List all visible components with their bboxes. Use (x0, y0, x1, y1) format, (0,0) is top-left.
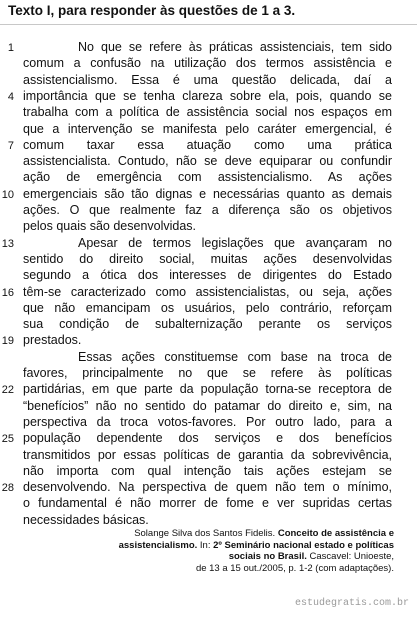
line-number: 22 (1, 384, 14, 397)
source-title: Conceito de assistência e assistencialismo. (118, 528, 394, 551)
text-line: população dependente dos serviços e dos benefícios (23, 431, 392, 446)
text-line: assistencialismo. Essa é uma questão delicada, daí a (23, 72, 392, 87)
text-line: comum taxar essa atuação como uma prática (23, 137, 392, 152)
text-line: que não emancipam os usuários, pelo contrário, reforçam (23, 300, 392, 315)
text-line: pelos quais são desenvolvidas. (23, 219, 197, 234)
text-line: têm-se caracterizado como assistencialistas, ou seja, ações (23, 284, 392, 299)
line-number: 4 (7, 90, 14, 103)
text-line: partidárias, em que parte da população torna-se receptora de (23, 382, 392, 397)
text-line: ações. O que realmente faz a diferença são os objetivos (23, 203, 392, 217)
text-line: perspectiva da troca votos-favores. Por outro lado, para a (23, 414, 392, 429)
heading-divider (0, 24, 417, 25)
line-number: 28 (1, 482, 14, 495)
text-line: segundo a ótica dos interesses de dirigentes do Estado (23, 268, 392, 283)
source-place: Cascavel: Unioeste, (309, 551, 394, 563)
line-number: 1 (7, 42, 14, 54)
text-line: necessidades básicas. (23, 512, 149, 527)
text-line: sua condição de subalternização perante os serviços (23, 317, 392, 332)
source-in: In: (199, 539, 211, 551)
text-line: que a intervenção se manifesta pelo caráter emergencial, é (23, 121, 392, 136)
line-number: 7 (7, 139, 14, 152)
text-line: “benefícios” não no sentido do patamar do direito e, sim, na (23, 398, 392, 413)
page-title: Texto I, para responder às questões de 1 a 3. (8, 3, 296, 18)
text-line: sentido do direito social, muitas ações desenvolvidas (23, 251, 392, 266)
text-line: o fundamental é não morrer de fome e ver supridas certas (23, 496, 392, 511)
text-line: emergenciais são tão dignas e necessárias quanto as demais (23, 186, 392, 201)
line-number: 10 (1, 188, 14, 201)
text-line: Apesar de termos legislações que avançaram no (78, 235, 392, 250)
watermark: estudegratis.com.br (294, 598, 409, 609)
text-line: No que se refere às práticas assistenciais, tem sido (78, 40, 392, 54)
text-line: importância que se tenha clareza sobre ela, pois, quando se (23, 88, 392, 103)
text-line: não importa com qual intenção tais ações estejam se (23, 463, 392, 478)
line-number: 25 (1, 433, 14, 446)
text-line: comum a confusão na utilização dos termos assistência e (23, 56, 392, 71)
line-number: 13 (1, 237, 14, 250)
text-line: desenvolvendo. Na perspectiva de quem não tem o mínimo, (23, 480, 392, 495)
text-line: prestados. (23, 333, 82, 348)
line-number: 19 (1, 335, 14, 348)
text-line: assistencialista. Contudo, não se deve equiparar ou confundir (23, 154, 392, 169)
text-line: trabalha com a política de assistência social nos espaços em (23, 105, 392, 120)
text-line: ação de emergência com assistencialismo. As ações (23, 170, 392, 185)
text-line: transmitidos por essas políticas de garantia da sobrevivência, (23, 447, 392, 462)
text-line: Essas ações constituemse com base na troca de (78, 349, 392, 364)
text-line: favores, principalmente no que se refere às políticas (23, 366, 392, 380)
line-number: 16 (1, 286, 14, 299)
source-citation (104, 528, 394, 574)
source-author: Solange Silva dos Santos Fidelis. (134, 528, 276, 539)
source-event: 2º Seminário nacional estado e políticas sociais no Brasil. (213, 539, 394, 563)
source-dates: de 13 a 15 out./2005, p. 1-2 (com adaptações). (195, 562, 394, 574)
